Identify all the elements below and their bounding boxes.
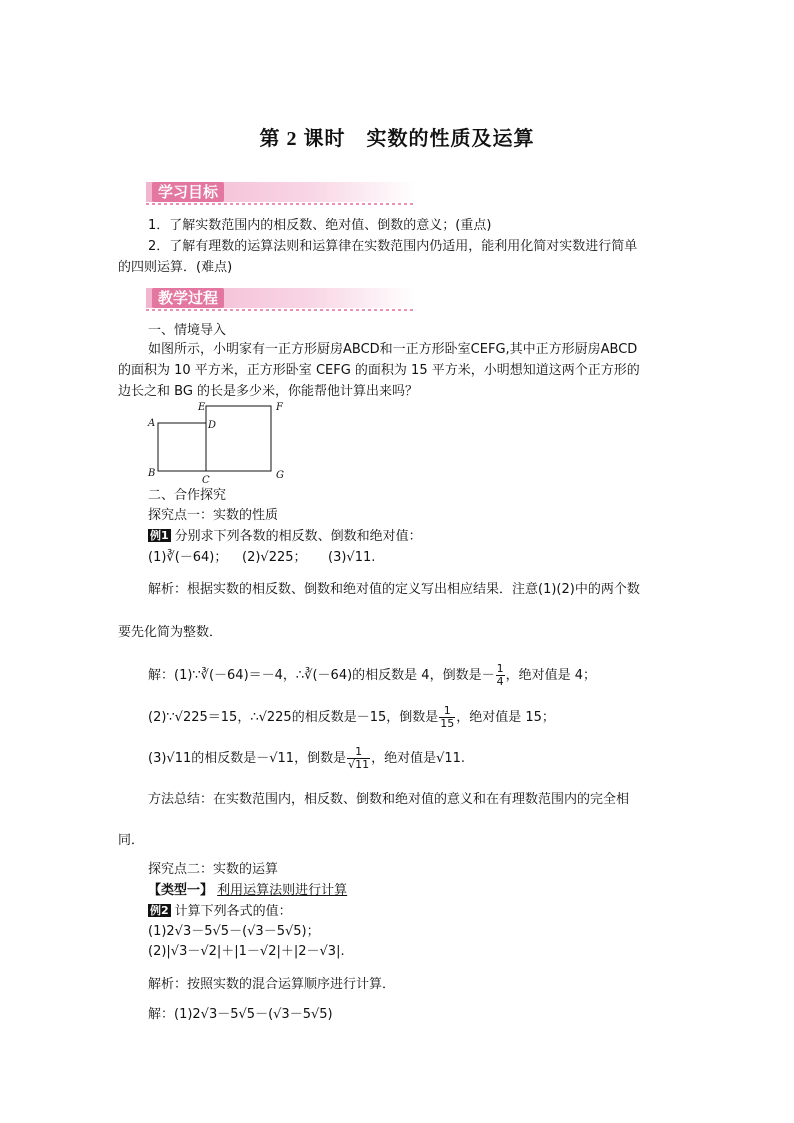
example-item: (2)√225；: [242, 550, 307, 565]
solution-line: [148, 663, 596, 688]
paragraph-line: 如图所示，小明家有一正方形厨房ABCD和一正方形卧室CEFG,其中正方形厨房ABCD: [148, 342, 638, 357]
label-f: F: [276, 402, 283, 413]
paragraph-line: 边长之和 BG 的长是多少米，你能帮他计算出来吗？: [118, 384, 419, 399]
analysis-line: 解析：按照实数的混合运算顺序进行计算．: [148, 977, 396, 992]
fraction: [439, 705, 455, 730]
banner-stripe: [146, 309, 416, 311]
section-heading: 二、合作探究: [148, 488, 227, 503]
fraction-denominator: √11: [348, 758, 370, 771]
square-abcd: [158, 423, 206, 471]
solution-line: [148, 746, 465, 771]
solution-text: ，绝对值是√11.: [371, 751, 466, 766]
solution-line: [148, 705, 555, 730]
goals-banner-label: 学习目标: [152, 182, 224, 202]
example-tag: 例1: [150, 529, 169, 542]
analysis-line: 解析：根据实数的相反数、倒数和绝对值的定义写出相应结果．注意(1)(2)中的两个数: [148, 582, 640, 597]
process-banner-label: 教学过程: [152, 288, 224, 308]
solution-text: ，绝对值是 15；: [456, 710, 555, 725]
example-1: [148, 528, 422, 546]
label-g: G: [276, 470, 284, 481]
label-c: C: [202, 475, 210, 486]
section-heading: 一、情境导入: [148, 323, 227, 338]
type-bracket: 【类型一】: [148, 883, 214, 898]
fraction: [347, 746, 370, 771]
square-cefg: [206, 406, 271, 471]
explore-point: 探究点一：实数的性质: [148, 508, 279, 523]
squares-figure: [140, 398, 300, 488]
example-text: 分别求下列各数的相反数、倒数和绝对值：: [174, 529, 422, 544]
page-title: 第 2 课时 实数的性质及运算: [259, 128, 535, 150]
explore-point: 探究点二：实数的运算: [148, 862, 279, 877]
example-item: (2)|√3－√2|＋|1－√2|＋|2－√3|.: [148, 944, 345, 959]
fraction-denominator: 15: [440, 717, 455, 730]
paragraph-line: 的面积为 10 平方米，正方形卧室 CEFG 的面积为 15 平方米，小明想知道这两个正方形的: [118, 363, 640, 378]
process-banner: [146, 288, 416, 308]
solution-text: (2)∵√225＝15，∴√225的相反数是－15，倒数是: [148, 710, 439, 725]
label-d: D: [208, 420, 217, 431]
example-text: 计算下列各式的值：: [174, 904, 292, 919]
example-2: [148, 903, 292, 921]
goal-item: 1．了解实数范围内的相反数、绝对值、倒数的意义；(重点): [148, 218, 492, 233]
label-a: A: [148, 418, 156, 429]
fraction-numerator: 1: [347, 746, 370, 759]
banner-stripe: [146, 203, 416, 205]
label-e: E: [198, 402, 206, 413]
example-item: (1)2√3－5√5－(√3－5√5)；: [148, 924, 320, 939]
summary-line: 方法总结：在实数范围内，相反数、倒数和绝对值的意义和在有理数范围内的完全相: [148, 792, 630, 807]
goals-banner: [146, 182, 416, 202]
fraction-denominator: 4: [496, 675, 504, 688]
summary-line: 同．: [118, 833, 145, 848]
analysis-line: 要先化简为整数．: [118, 625, 223, 640]
goal-item: 2．了解有理数的运算法则和运算律在实数范围内仍适用，能利用化简对实数进行简单: [148, 239, 638, 254]
label-b: B: [148, 468, 156, 479]
example-item: (1)∛(－64)；: [148, 550, 228, 565]
solution-text: 解：(1)∵∛(－64)＝－4，∴∛(－64)的相反数是 4，倒数是－: [148, 668, 495, 683]
example-tag: 例2: [150, 904, 169, 917]
example-item: (3)√11.: [328, 550, 376, 565]
fraction: [496, 663, 505, 688]
type-heading: [148, 882, 347, 900]
solution-line: 解：(1)2√3－5√5－(√3－5√5): [148, 1007, 333, 1022]
solution-text: (3)√11的相反数是－√11，倒数是: [148, 751, 347, 766]
solution-text: ，绝对值是 4；: [505, 668, 596, 683]
goal-item: 的四则运算．(难点): [118, 260, 233, 275]
fraction-numerator: 1: [496, 662, 504, 675]
fraction-numerator: 1: [439, 705, 455, 718]
type-title: 利用运算法则进行计算: [217, 883, 348, 898]
